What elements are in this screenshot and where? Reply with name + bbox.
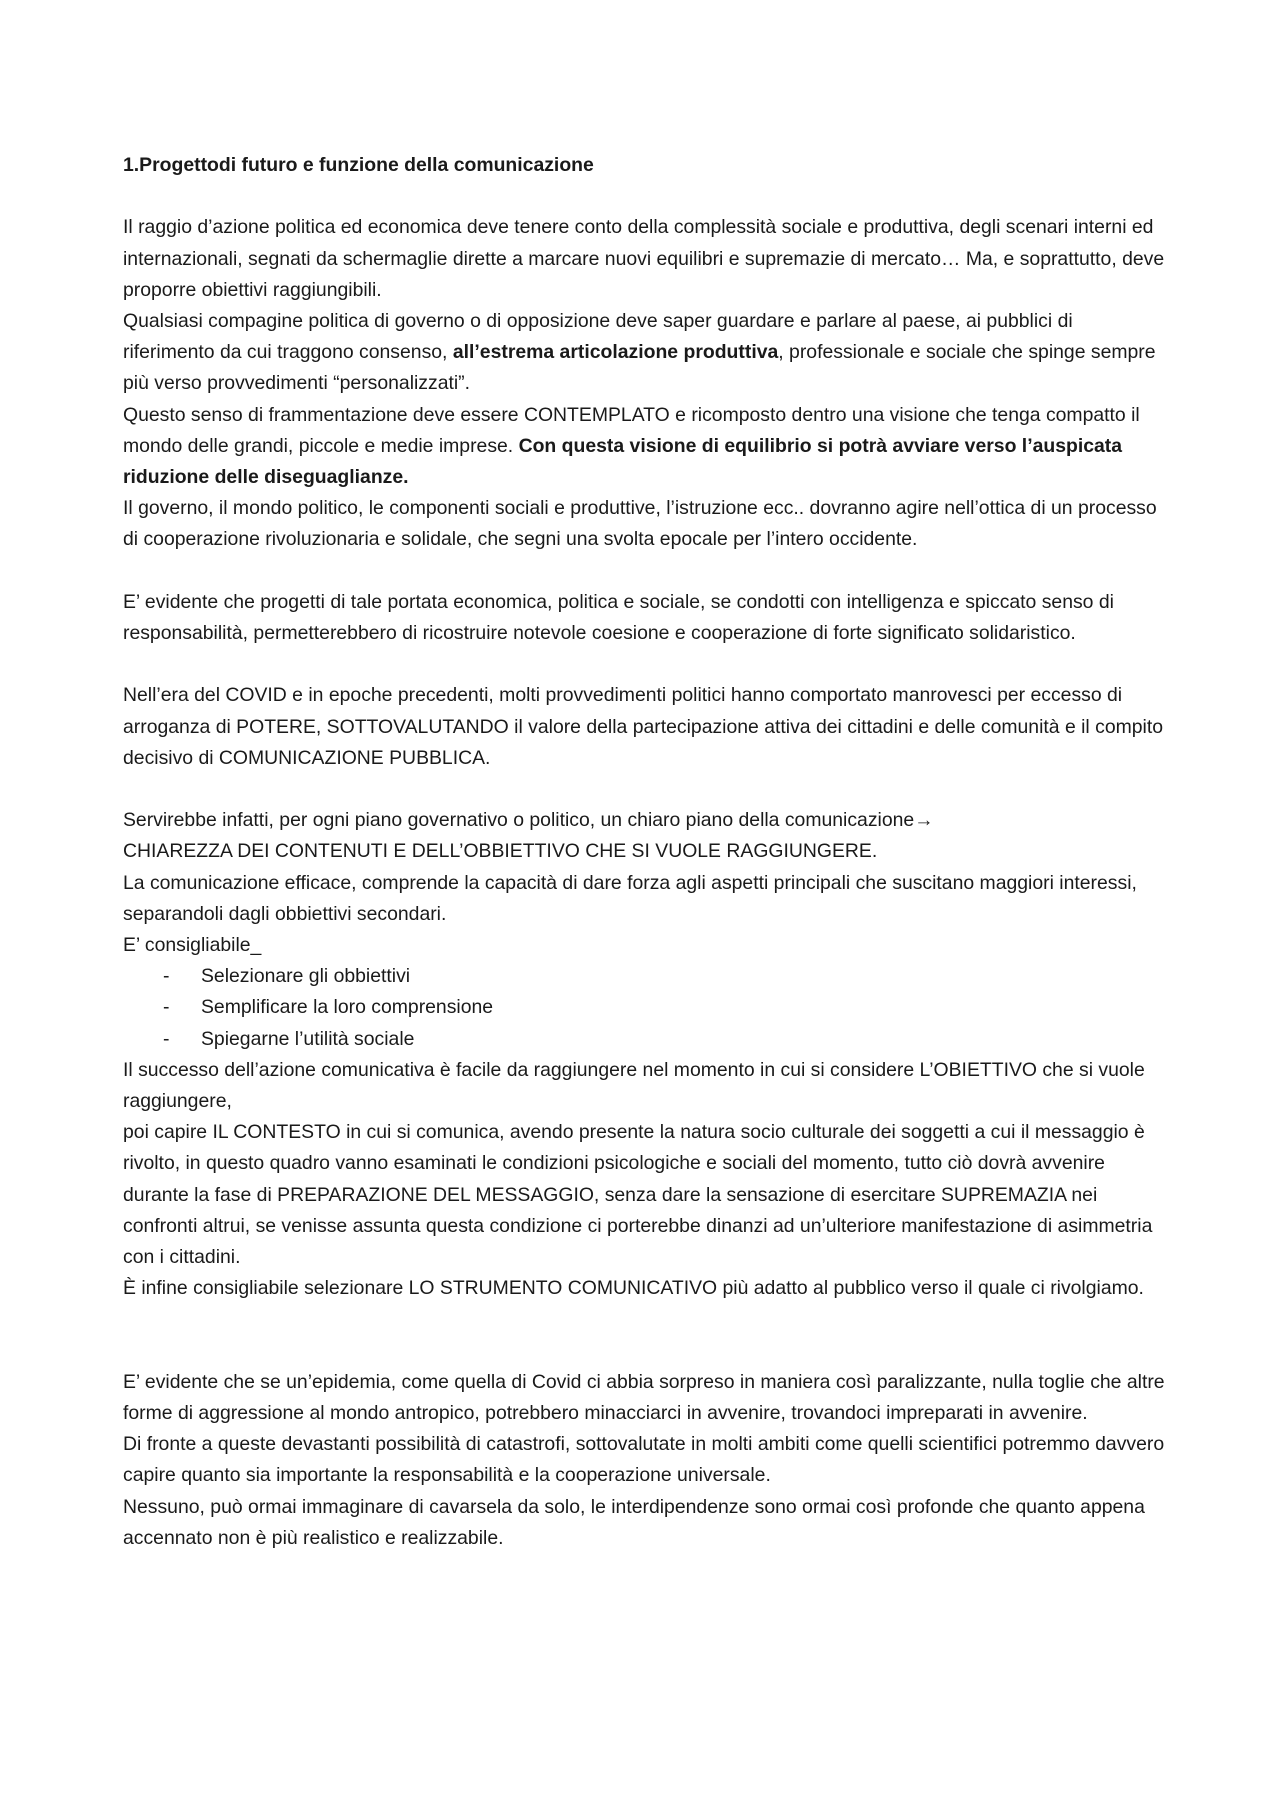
paragraph-6: Nell’era del COVID e in epoche precedenti, molti provvedimenti politici hanno comportato manrovesci per eccesso di arroganza di POTERE, SOTTOVALUTANDO il valore della partecipazione attiva dei cittadini e delle comunità e il compito decisivo di COMUNICAZIONE PUBBLICA. xyxy=(123,684,1164,769)
paragraph-7-text-b: CHIAREZZA DEI CONTENUTI E DELL’OBBIETTIVO CHE SI VUOLE RAGGIUNGERE. xyxy=(123,840,878,863)
dash-bullet-icon: - xyxy=(163,965,170,988)
paragraph-4: Il governo, il mondo politico, le componenti sociali e produttive, l’istruzione ecc.. dovranno agire nell’ottica di un processo di cooperazione rivoluzionaria e solidale, che segni una svolta epocale per l’intero occidente. xyxy=(123,497,1157,551)
arrow-right-icon: → xyxy=(914,809,934,832)
list-item xyxy=(123,961,1168,992)
paragraph-12: È infine consigliabile selezionare LO STRUMENTO COMUNICATIVO più adatto al pubblico verso il quale ci rivolgiamo. xyxy=(123,1277,1144,1300)
paragraph-2-text-a: Qualsiasi compagine politica di governo o di opposizione deve saper guardare e parlare al paese, ai pubblici di riferimento da cui traggono consenso, xyxy=(123,310,1073,364)
recommendation-list xyxy=(123,961,1168,1055)
paragraph-8: La comunicazione efficace, comprende la capacità di dare forza agli aspetti principali che suscitano maggiori interessi, separandoli dagli obbiettivi secondari. xyxy=(123,871,1137,925)
paragraph-spacer xyxy=(123,181,1168,212)
paragraph-11: poi capire IL CONTESTO in cui si comunica, avendo presente la natura socio culturale dei soggetti a cui il messaggio è rivolto, in questo quadro vanno esaminati le condizioni psicologiche e sociali del momento, tutto ciò dovrà avvenire durante la fase di PREPARAZIONE DEL MESSAGGIO, senza dare la sensazione di esercitare SUPREMAZIA nei confronti altrui, se venisse assunta questa condizione ci porterebbe dinanzi ad un’ulteriore manifestazione di asimmetria con i cittadini. xyxy=(123,1121,1153,1269)
paragraph-9: E’ consigliabile_ xyxy=(123,934,262,957)
paragraph-3-bold: Con questa visione di equilibrio si potrà avviare verso l’auspicata riduzione delle diseguaglianze. xyxy=(123,434,1123,489)
paragraph-15: Nessuno, può ormai immaginare di cavarsela da solo, le interdipendenze sono ormai così profonde che quanto appena accennato non è più realistico e realizzabile. xyxy=(123,1495,1145,1549)
list-item-text: Spiegarne l’utilità sociale xyxy=(201,1027,415,1050)
paragraph-7 xyxy=(123,805,1168,867)
list-item-text: Selezionare gli obbiettivi xyxy=(201,965,411,988)
paragraph-spacer xyxy=(123,774,1168,805)
paragraph-13: E’ evidente che se un’epidemia, come quella di Covid ci abbia sorpreso in maniera così paralizzante, nulla toglie che altre forme di aggressione al mondo antropico, potrebbero minacciarci in avvenire, trovandoci impreparati in avvenire. xyxy=(123,1370,1165,1425)
paragraph-3 xyxy=(123,400,1168,494)
paragraph-5: E’ evidente che progetti di tale portata economica, politica e sociale, se condotti con intelligenza e spiccato senso di responsabilità, permetterebbero di ricostruire notevole coesione e cooperazione di forte significato solidaristico. xyxy=(123,590,1114,645)
dash-bullet-icon: - xyxy=(163,1027,170,1050)
list-item xyxy=(123,1024,1168,1055)
document-page xyxy=(123,150,1168,1554)
paragraph-spacer xyxy=(123,649,1168,680)
paragraph-3-text-a: Questo senso di frammentazione deve essere CONTEMPLATO e ricomposto dentro una visione che tenga compatto il mondo delle grandi, piccole e medie imprese. xyxy=(123,403,1140,457)
paragraph-14: Di fronte a queste devastanti possibilità di catastrofi, sottovalutate in molti ambiti come quelli scientifici potremmo davvero capire quanto sia importante la responsabilità e la cooperazione universale. xyxy=(123,1433,1165,1487)
paragraph-spacer xyxy=(123,1304,1168,1366)
paragraph-2-bold: all’estrema articolazione produttiva xyxy=(452,341,779,364)
list-item-text: Semplificare la loro comprensione xyxy=(201,996,494,1019)
dash-bullet-icon: - xyxy=(163,996,170,1019)
paragraph-2 xyxy=(123,306,1168,400)
paragraph-10: Il successo dell’azione comunicativa è facile da raggiungere nel momento in cui si considere L’OBIETTIVO che si vuole raggiungere, xyxy=(123,1058,1145,1113)
document-title: 1.Progettodi futuro e funzione della comunicazione xyxy=(123,154,594,176)
paragraph-2-text-b: , professionale e sociale che spinge sempre più verso provvedimenti “personalizzati”. xyxy=(123,341,1156,395)
paragraph-spacer xyxy=(123,556,1168,587)
paragraph-7-text-a: Servirebbe infatti, per ogni piano governativo o politico, un chiaro piano della comunicazione xyxy=(123,809,915,832)
list-item xyxy=(123,992,1168,1023)
paragraph-1: Il raggio d’azione politica ed economica deve tenere conto della complessità sociale e produttiva, degli scenari interni ed internazionali, segnati da schermaglie dirette a marcare nuovi equilibri e supremazie di mercato… Ma, e soprattutto, deve proporre obiettivi raggiungibili. xyxy=(123,216,1165,301)
